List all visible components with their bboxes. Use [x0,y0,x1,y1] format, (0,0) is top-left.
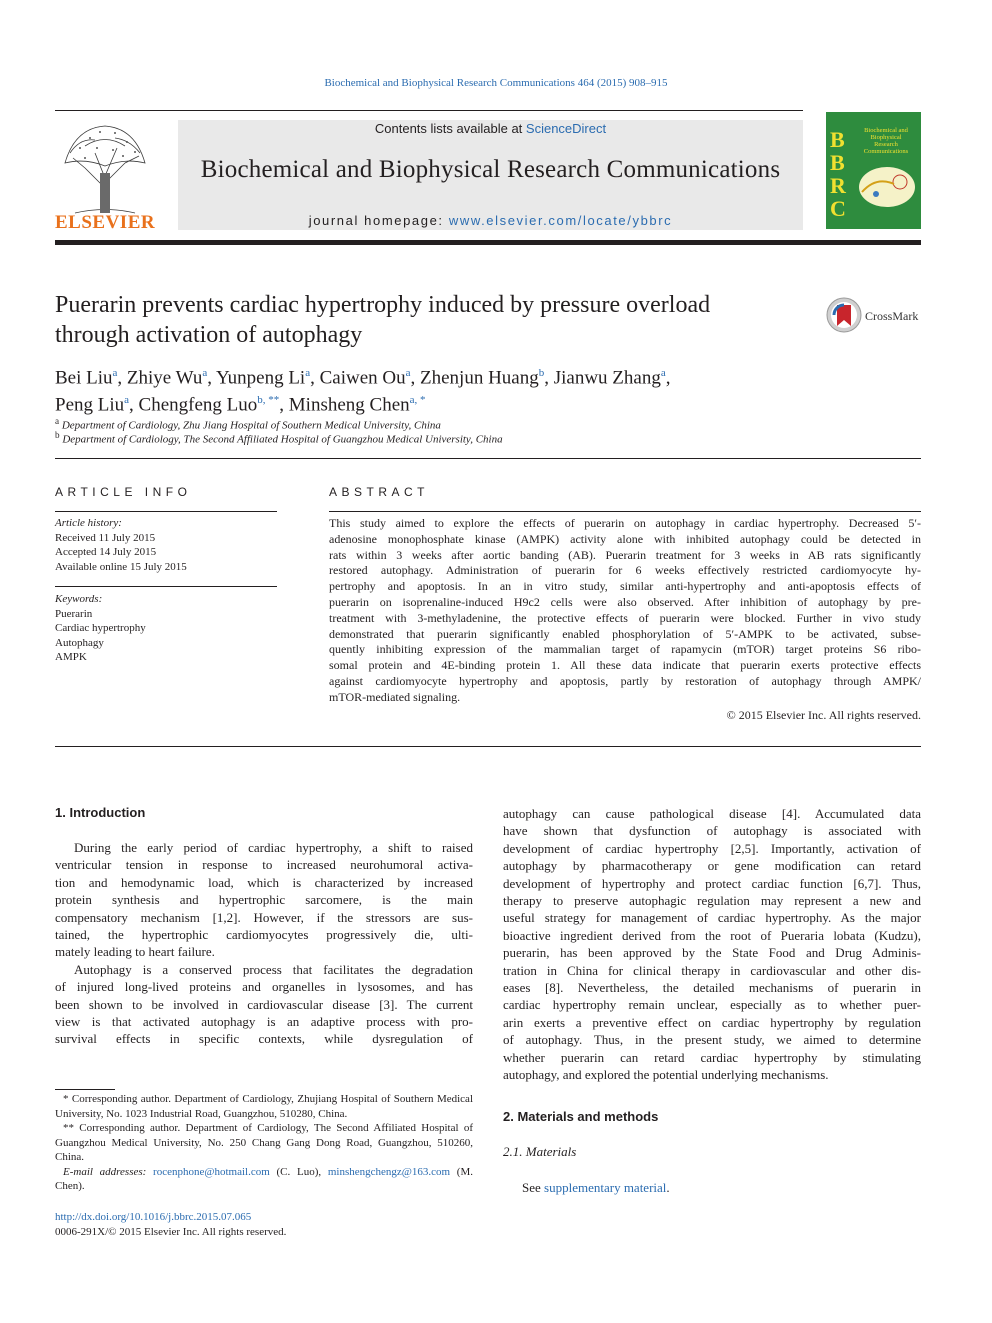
corresponding-author-2: ** Corresponding author. Department of Cardiology, The Second Affiliated Hospital of Guangzhou Medical University, No. 250 Chang Gang Dong Road, Guangzhou, 510260, China. [55,1122,473,1163]
body-line: tration in China for clinical therapy in cardiovascular and other dis- [503,962,921,978]
body-line: of autophagy. Thus, in the present study, we aimed to determine [503,1032,921,1048]
abstract-line: somal protein and 4E-binding protein 1. All these data indicate that puerarin exerts protective effects [329,658,921,673]
keywords-label: Keywords: [55,593,103,605]
keyword: Autophagy [55,636,104,649]
author-name: Zhiye Wu [126,367,203,389]
body-line: development of hypertrophy and protect cardiac function [6,7]. Thus, [503,875,921,891]
title-line: through activation of autophagy [55,322,363,348]
keyword: Puerarin [55,607,93,620]
cover-letter: R [830,173,846,198]
body-line: Autophagy is a conserved process that facilitates the degradation [74,961,473,977]
body-line: autophagy by pharmacotherapy or gene modification can retard [503,858,921,874]
author-line: Bei Liu$^a$, Zhiye Wu$^a$, Yunpeng Li$^a$, Caiwen Ou$^a$, Zhenjun Huang$^b$, Jianwu Zhang$^a$, [55,367,671,389]
author-affil-sup[interactable]: a, * [409,394,426,407]
article-history [55,516,277,574]
materials-prefix: See [522,1180,545,1195]
abstract-rule [329,511,921,512]
abstract-line: rats within 3 weeks after aortic banding (AB). Puerarin treatment for 3 weeks in AB rats significantly [329,547,921,562]
body-line: During the early period of cardiac hypertrophy, a shift to raised [74,840,473,855]
body-line: autophagy, and explored the potential underlying mechanisms. [503,1067,829,1083]
body-line: arin exerts a preventive effect on cardiac hypertrophy by regulation [503,1014,921,1030]
title-line: Puerarin prevents cardiac hypertrophy induced by pressure overload [55,292,711,318]
abstract-line: treatment with 3-methyladenine, the protective effects of puerarin were blocked. Further in vivo study [329,610,921,625]
cover-title-line: Biophysical [870,134,902,141]
author-name: Zhenjun Huang [420,367,539,389]
article-info-rule [55,511,277,512]
journal-citation[interactable]: Biochemical and Biophysical Research Communications 464 (2015) 908–915 [324,77,668,89]
keyword: AMPK [55,651,87,663]
author-name: Chengfeng Luo [138,394,258,416]
body-line: therapy to preserve autophagic regulation may represent a new and [503,893,921,909]
article-title [55,290,815,350]
email-link[interactable]: rocenphone@hotmail.com [153,1165,270,1178]
body-line: whether puerarin can retard cardiac hypertrophy by stimulating [503,1049,921,1065]
introduction-left-column [55,839,473,1048]
body-line: protein synthesis and hypertrophic sarcomere, is the main [55,892,473,908]
abstract-line: against cardiomyocyte hypertrophy and apoptosis, partly by restoration of autophagy through AMPK/ [329,673,921,688]
author-list [55,362,921,417]
contents-prefix: Contents lists available at [374,121,526,136]
body-line: of injured long-lived proteins and organelles in lysosomes, and has [55,979,473,995]
email-owner: (M. Chen). [55,1165,473,1192]
received-date: Received 11 July 2015 [55,531,156,544]
body-line: mately leading to heart failure. [55,944,215,960]
affiliation-b: $^b$ Department of Cardiology, The Second Affiliated Hospital of Guangzhou Medical University, China [55,430,503,446]
body-line: autophagy can cause pathological disease [4]. Accumulated data [503,806,921,821]
homepage-link[interactable]: www.elsevier.com/locate/ybbrc [448,213,673,228]
crossmark-icon [825,296,863,334]
cover-letter: C [830,196,846,221]
body-line: compensatory mechanism [1,2]. However, if the stressors are sus- [55,909,473,925]
author-affil-sup[interactable]: a [405,367,411,379]
author-affil-sup[interactable]: a [112,367,118,379]
body-line: ventricular tension in response to increased neurohumoral activa- [55,857,473,873]
abstract-copyright: © 2015 Elsevier Inc. All rights reserved. [726,708,921,722]
abstract-line: puerarin on isoprenaline-induced H9c2 cells were also observed. After inhibition of autophagy by pre- [329,594,921,609]
materials-text [522,1179,670,1196]
journal-cover-image[interactable] [826,112,921,229]
cover-letter: B [830,127,845,152]
introduction-heading: 1. Introduction [55,805,146,820]
body-line: bioactive ingredient derived from the root of Pueraria lobata (Kudzu), [503,927,921,943]
body-line: development of cardiac hypertrophy [2,5]. Importantly, activation of [503,840,921,856]
methods-heading: 2. Materials and methods [503,1109,659,1124]
abstract-line: restored autophagy. Administration of puerarin for 6 weeks effectively restricted cardiomyocyte hy- [329,563,921,578]
author-name: Bei Liu [55,367,113,389]
introduction-right-column [503,805,921,1084]
keywords-block [55,592,277,665]
affiliation-text: Department of Cardiology, The Second Affiliated Hospital of Guangzhou Medical University, China [62,433,503,446]
abstract-line: adenosine monophosphate kinase (AMPK) activity alone with inhibited autophagy could be detected in [329,531,921,546]
homepage-prefix: journal homepage: [308,213,449,228]
abstract-line: demonstrated that puerarin significantly enabled phosphorylation of 5′-AMPK to be activated, subse- [329,626,921,641]
author-affil-sup[interactable]: a [202,367,208,379]
abstract-heading: ABSTRACT [329,485,430,499]
author-name: Yunpeng Li [216,367,306,389]
cover-title-line: Research [874,141,898,148]
affiliation-text: Department of Cardiology, Zhu Jiang Hospital of Southern Medical University, China [61,419,441,432]
footnote-rule [55,1089,115,1090]
abstract-line: This study aimed to explore the effects of puerarin on autophagy in cardiac hypertrophy. Decreased 5′- [329,516,921,530]
materials-heading: 2.1. Materials [503,1144,577,1159]
body-line: tained, the hypertrophic cardiomyocytes progressively die, ulti- [55,927,473,943]
email-label: E-mail addresses: [63,1165,147,1178]
available-date: Available online 15 July 2015 [55,560,187,573]
elsevier-wordmark: ELSEVIER [55,212,156,233]
author-name: Caiwen Ou [319,367,406,389]
crossmark-badge[interactable] [825,296,925,336]
author-affil-sup[interactable]: b, ** [257,394,280,407]
header-top-rule [55,110,803,111]
cover-letter: B [830,150,845,175]
body-line: have shown that dysfunction of autophagy is associated with [503,823,921,839]
header-bottom-rule [55,240,921,245]
abstract-bottom-rule [55,746,921,747]
email-owner: (C. Luo), [269,1165,328,1178]
keywords-rule [55,586,277,587]
crossmark-label: CrossMark [865,309,919,323]
body-line: been shown to be involved in cardiovascular disease [3]. The current [55,996,473,1012]
cover-title-line: Biochemical and [864,127,908,134]
materials-suffix: . [666,1180,670,1195]
body-line: view is that activated autophagy is an adaptive process with pro- [55,1014,473,1030]
abstract-line: quently inhibiting expression of the mammalian target of rapamycin (mTOR) target proteins S6 ribo- [329,642,921,657]
body-line: puerarin, has been approved by the State Food and Drug Adminis- [503,945,921,961]
author-affil-sup[interactable]: b [538,367,545,379]
affiliation-a: $^a$ Department of Cardiology, Zhu Jiang Hospital of Southern Medical University, China [55,416,441,432]
body-line: tion and hemodynamic load, which is characterized by increased [55,874,473,890]
affiliation-divider [55,458,921,459]
abstract-line: pertrophy and apoptosis. In an in vitro study, similar anti-hypertrophy and anti-apoptosis effects of [329,579,921,594]
abstract-line: mTOR-mediated signaling. [329,689,461,704]
cover-title-line: Communications [863,148,909,155]
email-addresses [55,1165,473,1194]
doi-link[interactable]: http://dx.doi.org/10.1016/j.bbrc.2015.07.065 [55,1211,252,1223]
footnotes [55,1092,473,1194]
author-affil-sup[interactable]: a [124,394,130,407]
article-info-heading: ARTICLE INFO [55,485,192,499]
body-line: survival effects in specific contexts, while dysregulation of [55,1031,473,1047]
email-link[interactable]: minshengchengz@163.com [327,1165,451,1178]
accepted-date: Accepted 14 July 2015 [55,546,157,558]
journal-title: Biochemical and Biophysical Research Communications [200,156,781,183]
author-name: Jianwu Zhang [553,367,661,389]
history-label: Article history: [55,517,122,529]
author-name: Peng Liu [55,394,125,416]
cover-illustration [856,162,918,212]
body-line: useful strategy for management of cardiac hypertrophy. As the major [503,910,921,926]
keyword: Cardiac hypertrophy [55,622,146,634]
author-affil-sup[interactable]: a [305,367,311,379]
sciencedirect-link[interactable]: ScienceDirect [525,121,607,136]
author-line: Peng Liu$^a$, Chengfeng Luo$^{b, **}$, Minsheng Chen$^{a, *}$ [55,394,426,416]
abstract-text [329,516,921,706]
issn-copyright: 0006-291X/© 2015 Elsevier Inc. All rights reserved. [55,1226,287,1238]
body-line: cardiac hypertrophy remain unclear, especially as to whether puer- [503,997,921,1013]
corresponding-author-1: * Corresponding author. Department of Cardiology, Zhujiang Hospital of Southern Medical University, No. 1023 Industrial Road, Guangzhou, 510280, China. [55,1093,473,1120]
author-name: Minsheng Chen [288,394,410,416]
author-affil-sup[interactable]: a [660,367,666,379]
journal-homepage-line [178,213,803,228]
supplementary-material-link[interactable]: supplementary material [544,1180,667,1195]
contents-available-line [178,121,803,136]
body-line: eases [8]. Nevertheless, the detailed mechanisms of puerarin in [503,980,921,996]
